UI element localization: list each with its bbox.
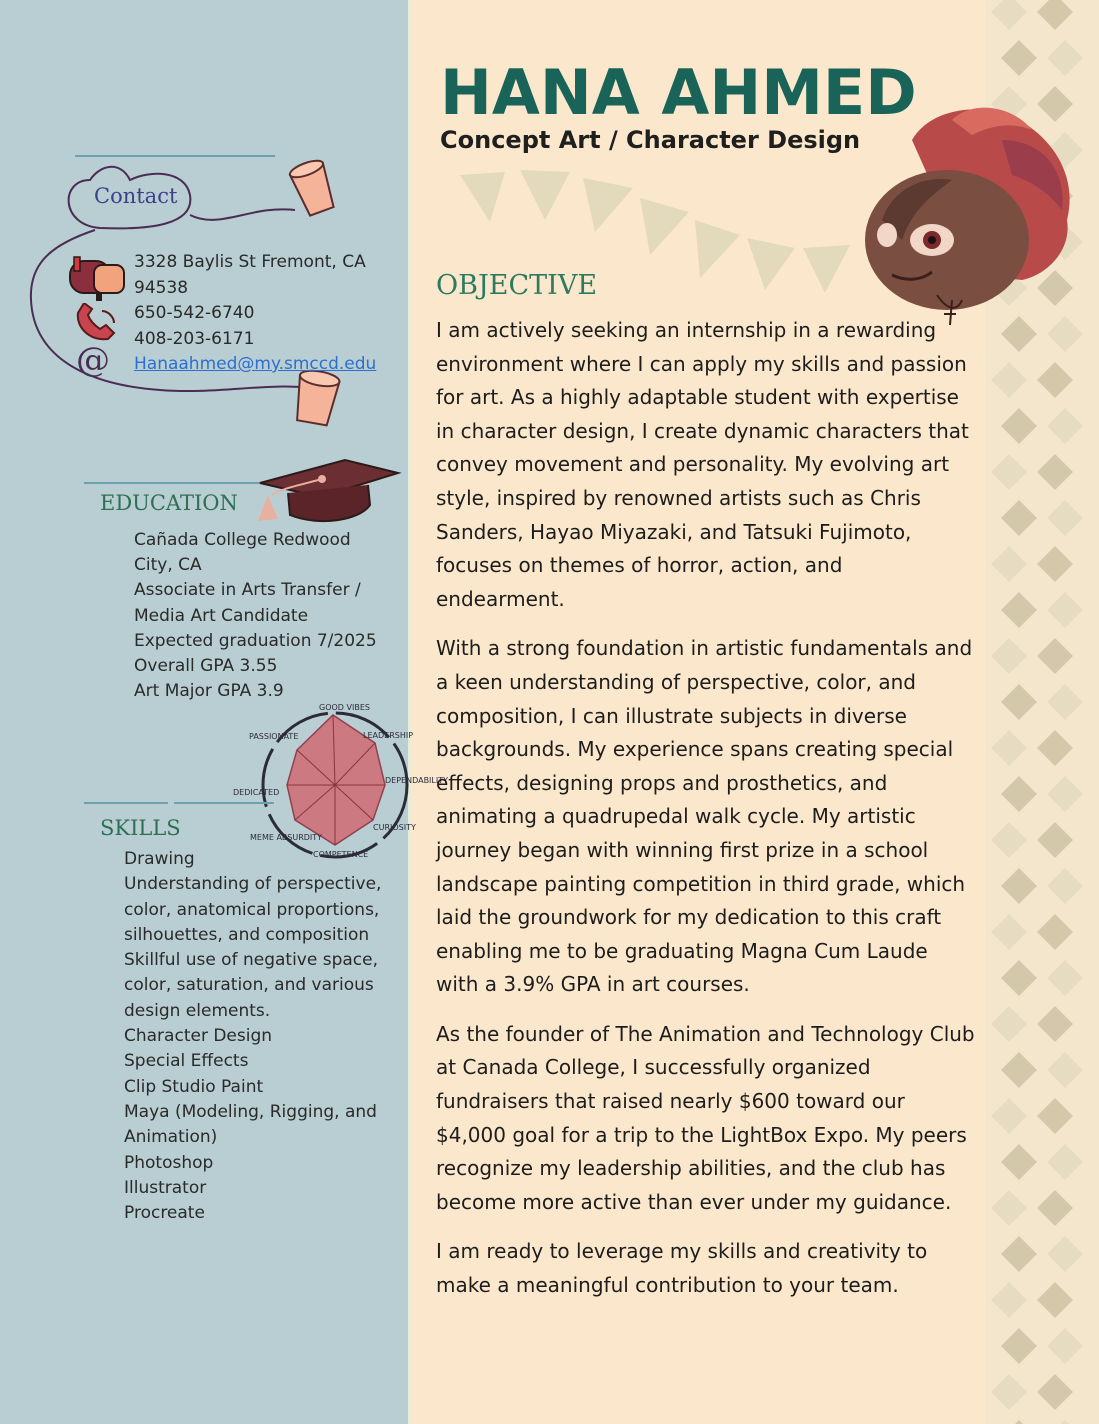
education-details	[134, 528, 394, 704]
contact-details	[134, 250, 376, 378]
character-portrait-illustration	[852, 100, 1080, 330]
education-line: Art Major GPA 3.9	[134, 681, 284, 702]
skill-item: color, saturation, and various	[124, 975, 374, 996]
skill-item: Illustrator	[124, 1177, 207, 1198]
contact-phone-2: 408-203-6171	[134, 328, 255, 349]
objective-paragraph-3: As the founder of The Animation and Technology Club at Canada College, I successfully organized fundraisers that raised nearly $600 toward our $4,000 goal for a trip to the LightBox Expo. My peers recognize my leadership abilities, and the club has become more active than ever under my guidance.	[436, 1021, 975, 1214]
skill-item: Special Effects	[124, 1051, 249, 1072]
education-line: Media Art Candidate	[134, 605, 309, 626]
skill-item: Procreate	[124, 1203, 205, 1224]
job-title: Concept Art / Character Design	[440, 126, 861, 154]
education-line: Overall GPA 3.55	[134, 656, 278, 677]
skill-item: Maya (Modeling, Rigging, and	[124, 1101, 377, 1122]
skills-rule-2	[174, 802, 274, 804]
skill-item: design elements.	[124, 1000, 271, 1021]
objective-paragraph-2: With a strong foundation in artistic fundamentals and a keen understanding of perspective, color, and composition, I can illustrate subjects in diverse backgrounds. My experience spans creating special effects, designing props and prosthetics, and animating a quadrupedal walk cycle. My artistic journey began with winning first prize in a school landscape painting competition in third grade, which laid the groundwork for my dedication to this craft enabling me to be graduating Magna Cum Laude with a 3.9% GPA in art courses.	[436, 636, 973, 997]
skills-rule	[84, 802, 168, 804]
skill-item: silhouettes, and composition	[124, 924, 370, 945]
skill-item: color, anatomical proportions,	[124, 899, 380, 920]
skill-item: Understanding of perspective,	[124, 874, 382, 895]
education-line: Cañada College Redwood	[134, 530, 351, 550]
education-line: City, CA	[134, 555, 202, 576]
radar-label-meme-absurdity: MEME ABSURDITY	[250, 833, 323, 842]
radar-label-dependability: DEPENDABILITY	[385, 776, 449, 785]
skill-item: Animation)	[124, 1127, 218, 1148]
radar-label-leadership: LEADERSHIP	[363, 731, 414, 740]
personality-radar-drawing	[225, 695, 450, 870]
email-at-icon: @	[76, 340, 110, 380]
skills-heading: SKILLS	[100, 816, 181, 840]
contact-address-line-2: 94538	[134, 277, 189, 298]
contact-email-link[interactable]: Hanaahmed@my.smccd.edu	[134, 354, 377, 374]
radar-label-curiosity: CURIOSITY	[373, 823, 416, 832]
contact-phone-1: 650-542-6740	[134, 303, 255, 323]
radar-label-dedicated: DEDICATED	[233, 788, 280, 797]
graduation-cap-icon	[250, 455, 405, 530]
contact-heading: Contact	[94, 184, 178, 208]
person-name: HANA AHMED	[440, 56, 917, 129]
radar-label-competence: COMPETENCE	[313, 850, 369, 859]
contact-address-line-1: 3328 Baylis St Fremont, CA	[134, 252, 366, 272]
mailbox-icon	[66, 255, 130, 301]
skill-item: Drawing	[124, 849, 195, 869]
objective-paragraph-4: I am ready to leverage my skills and creativity to make a meaningful contribution to your team.	[436, 1239, 928, 1298]
skill-item: Clip Studio Paint	[124, 1076, 264, 1097]
objective-paragraph-1: I am actively seeking an internship in a rewarding environment where I can apply my skills and passion for art. As a highly adaptable student with expertise in character design, I create dynamic characters that convey movement and personality. My evolving art style, inspired by renowned artists such as Chris Sanders, Hayao Miyazaki, and Tatsuki Fujimoto, focuses on themes of horror, action, and endearment.	[436, 318, 969, 611]
phone-icon	[72, 303, 122, 343]
objective-heading: OBJECTIVE	[436, 270, 598, 301]
radar-label-good-vibes: GOOD VIBES	[319, 703, 370, 712]
radar-label-passionate: PASSIONATE	[249, 732, 299, 741]
objective-body	[436, 314, 976, 1319]
skill-item: Character Design	[124, 1026, 273, 1047]
skill-item: Skillful use of negative space,	[124, 950, 379, 971]
education-heading: EDUCATION	[100, 491, 238, 515]
education-line: Expected graduation 7/2025	[134, 630, 377, 651]
skill-item: Photoshop	[124, 1152, 214, 1173]
education-line: Associate in Arts Transfer /	[134, 580, 361, 601]
skills-list	[124, 847, 399, 1226]
